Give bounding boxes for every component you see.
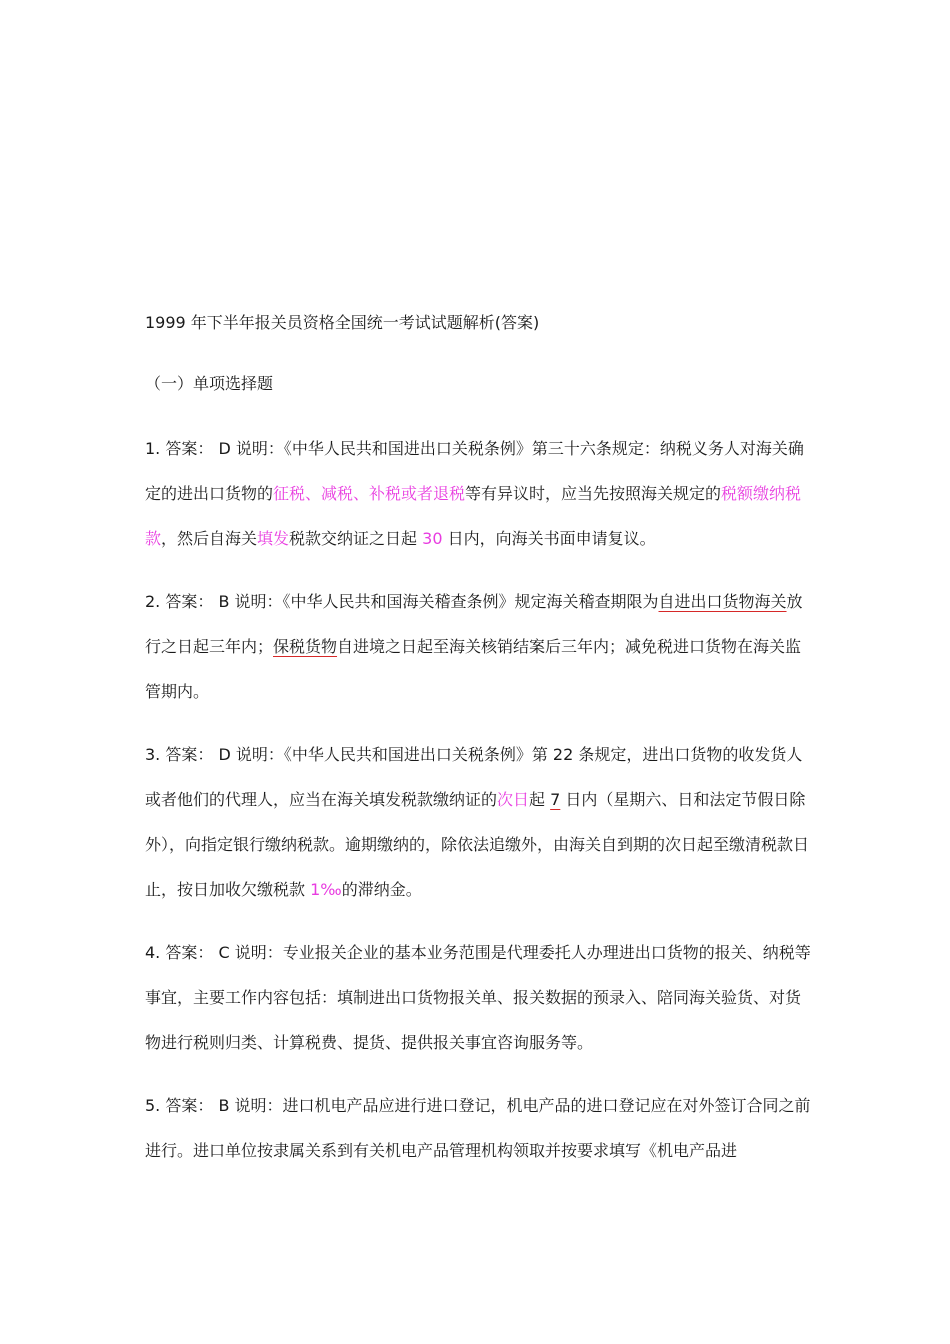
answer-item [145, 1083, 813, 1173]
answer-text: 日内，向海关书面申请复议。 [442, 529, 656, 548]
answer-text: 4. 答案： C 说明：专业报关企业的基本业务范围是代理委托人办理进出口货物的报关、纳税等事宜，主要工作内容包括：填制进出口货物报关单、报关数据的预录入、陪同海关验货、对货物进行税则归类、计算税费、提货、提供报关事宜咨询服务等。 [145, 943, 811, 1052]
answer-text: 放行之日起三年内； [145, 592, 803, 656]
answer-text: 税款交纳证之日起 [289, 529, 423, 548]
answer-item [145, 426, 813, 561]
answer-list [145, 426, 813, 1191]
underlined-term: 自进出口货物海关 [658, 592, 787, 611]
answer-text: 1. 答案： D 说明：《中华人民共和国进出口关税条例》第三十六条规定：纳税义务人对海关确定的进出口货物的 [145, 439, 804, 503]
answer-text: 自进境之日起至海关核销结案后三年内；减免税进口货物在海关监管期内。 [145, 637, 802, 701]
answer-text: 3. 答案： D 说明：《中华人民共和国进出口关税条例》第 22 条规定，进出口货物的收发货人或者他们的代理人，应当在海关填发税款缴纳证的 [145, 745, 803, 809]
document-title: 1999 年下半年报关员资格全国统一考试试题解析(答案) [145, 313, 540, 332]
answer-text: 起 [529, 790, 551, 809]
highlighted-term: 征税、减税、补税或者退税 [273, 484, 466, 503]
highlighted-term: 次日 [497, 790, 530, 809]
highlighted-term: 填发 [257, 529, 290, 548]
answer-item [145, 732, 813, 912]
underlined-term: 保税货物 [273, 637, 338, 656]
highlighted-term: 1‰ [310, 880, 342, 899]
highlighted-term: 30 [422, 529, 443, 548]
answer-text: ，然后自海关 [161, 529, 258, 548]
answer-item [145, 930, 813, 1065]
answer-text: 日内（星期六、日和法定节假日除外），向指定银行缴纳税款。逾期缴纳的，除依法追缴外，由海关自到期的次日起至缴清税款日止，按日加收欠缴税款 [145, 790, 810, 899]
answer-item [145, 579, 813, 714]
answer-text: 的滞纳金。 [341, 880, 422, 899]
section-heading: （一）单项选择题 [145, 374, 274, 393]
highlighted-term: 税额缴纳税款 [145, 484, 802, 548]
answer-text: 5. 答案： B 说明：进口机电产品应进行进口登记，机电产品的进口登记应在对外签订合同之前进行。进口单位按隶属关系到有关机电产品管理机构领取并按要求填写《机电产品进 [145, 1096, 811, 1160]
underlined-term: 7 [550, 790, 561, 809]
answer-text: 2. 答案： B 说明：《中华人民共和国海关稽查条例》规定海关稽查期限为 [145, 592, 659, 611]
answer-text: 等有异议时，应当先按照海关规定的 [465, 484, 722, 503]
